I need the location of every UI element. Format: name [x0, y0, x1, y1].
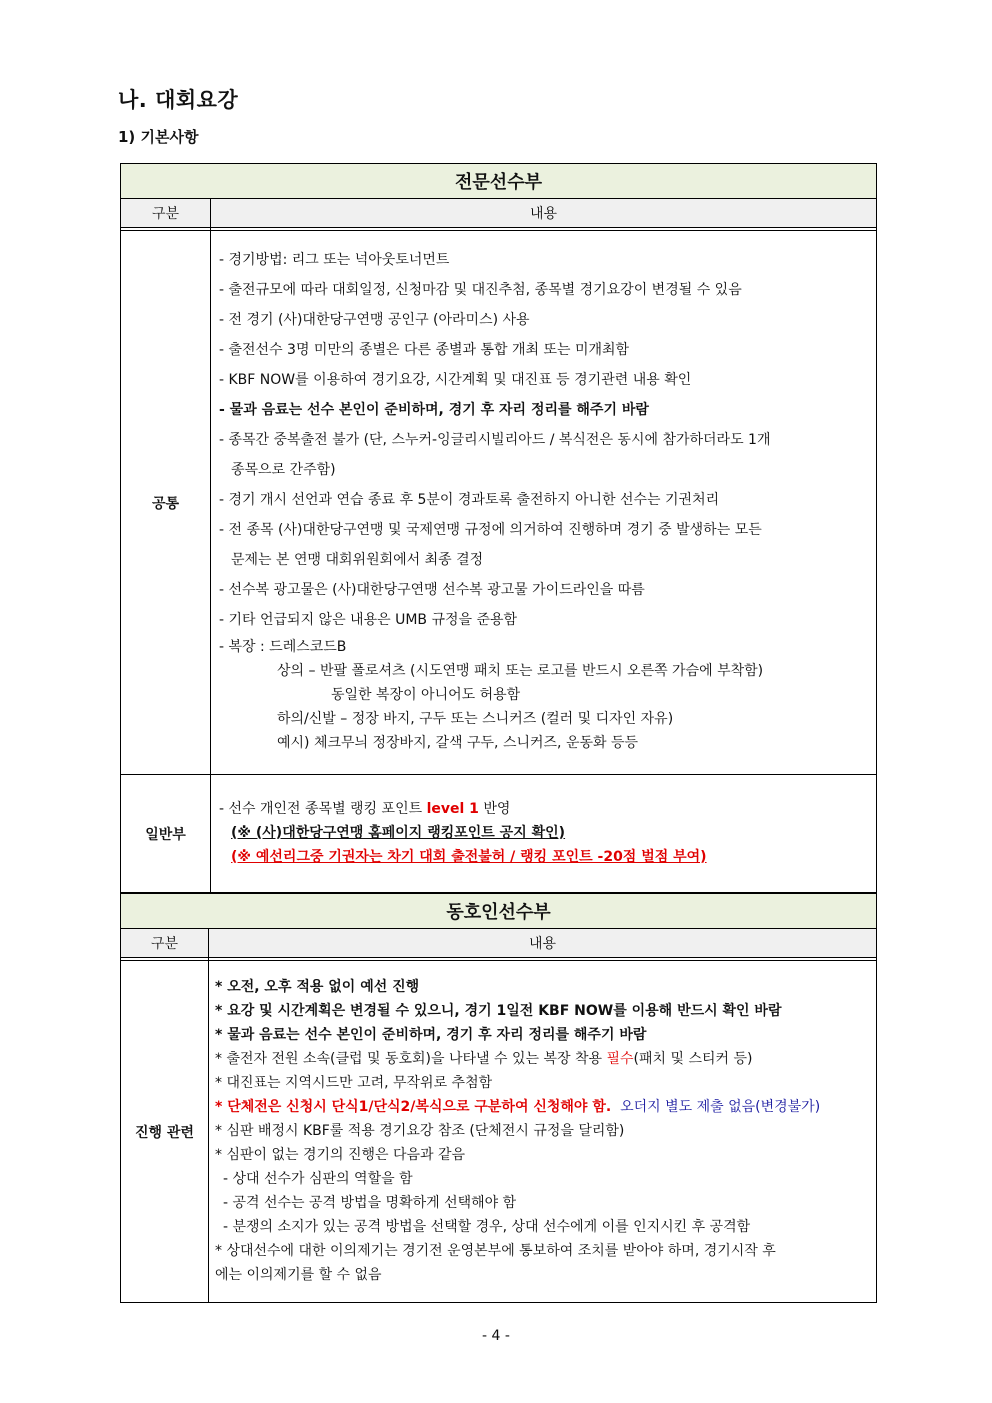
amateur-division-title: 동호인선수부	[121, 894, 877, 929]
rule-line: * 출전자 전원 소속(클럽 및 동호회)을 나타낼 수 있는 복장 착용 필수(패치 및 스티커 등)	[215, 1051, 753, 1067]
rule-line: * 요강 및 시간계획은 변경될 수 있으니, 경기 1일전 KBF NOW를 이용해 반드시 확인 바람	[215, 1003, 782, 1019]
rule-line: - 경기방법: 리그 또는 넉아웃토너먼트	[219, 252, 450, 268]
page-number: - 4 -	[482, 1328, 510, 1344]
rule-line: * 상대선수에 대한 이의제기는 경기전 운영본부에 통보하여 조치를 받아야 하며, 경기시작 후	[215, 1243, 776, 1259]
ranking-notice: (※ (사)대한당구연맹 홈페이지 랭킹포인트 공지 확인)	[231, 825, 566, 841]
table-row-progress	[121, 961, 877, 1303]
column-header-category: 구분	[121, 929, 209, 958]
rule-line: * 심판 배정시 KBF룰 적용 경기요강 참조 (단체전시 규정을 달리함)	[215, 1123, 625, 1139]
amateur-division-table	[120, 893, 877, 1303]
rule-line: - 출전규모에 따라 대회일정, 신청마감 및 대진추첨, 종목별 경기요강이 변경될 수 있음	[219, 282, 742, 298]
rule-line: - 물과 음료는 선수 본인이 준비하며, 경기 후 자리 정리를 해주기 바람	[219, 402, 649, 418]
rule-line	[215, 1095, 876, 1119]
rule-line: 하의/신발 – 정장 바지, 구두 또는 스니커즈 (컬러 및 디자인 자유)	[277, 711, 674, 727]
pro-division-title: 전문선수부	[121, 164, 877, 199]
rule-line: 동일한 복장이 아니어도 허용함	[331, 687, 521, 703]
section-heading: 나. 대회요강	[118, 88, 239, 112]
category-common: 공통	[121, 231, 211, 775]
table-row-general	[121, 775, 877, 893]
rule-line: * 오전, 오후 적용 없이 예선 진행	[215, 979, 420, 995]
rule-line: - 출전선수 3명 미만의 종별은 다른 종별과 통합 개최 또는 미개최함	[219, 342, 630, 358]
progress-rules	[209, 961, 877, 1303]
rule-line: - 공격 선수는 공격 방법을 명확하게 선택해야 함	[223, 1195, 517, 1211]
common-rules	[211, 231, 877, 775]
pro-division-table	[120, 163, 877, 893]
rule-line: - 분쟁의 소지가 있는 공격 방법을 선택할 경우, 상대 선수에게 이를 인지시킨 후 공격함	[223, 1219, 751, 1235]
rule-line: - 기타 언급되지 않은 내용은 UMB 규정을 준용함	[219, 612, 518, 628]
general-rules	[211, 775, 877, 893]
category-progress: 진행 관련	[121, 961, 209, 1303]
order-sheet-notice: 오더지 별도 제출 없음(변경불가)	[620, 1099, 821, 1115]
rule-line: - 종목간 중복출전 불가 (단, 스누커-잉글리시빌리아드 / 복식전은 동시에 참가하더라도 1개	[219, 432, 771, 448]
rule-line: - 복장 : 드레스코드B	[219, 639, 347, 655]
withdrawal-penalty: (※ 예선리그중 기권자는 차기 대회 출전불허 / 랭킹 포인트 -20점 벌점 부여)	[231, 849, 707, 865]
rule-line: 예시) 체크무늬 정장바지, 갈색 구두, 스니커즈, 운동화 등등	[277, 735, 639, 751]
table-row-common	[121, 231, 877, 775]
rule-line: - 전 경기 (사)대한당구연맹 공인구 (아라미스) 사용	[219, 312, 530, 328]
column-header-content: 내용	[209, 929, 877, 958]
rule-line: - 경기 개시 선언과 연습 종료 후 5분이 경과토록 출전하지 아니한 선수는 기권처리	[219, 492, 720, 508]
team-event-notice: * 단체전은 신청시 단식1/단식2/복식으로 구분하여 신청해야 함.	[215, 1099, 612, 1115]
rule-line: - 선수복 광고물은 (사)대한당구연맹 선수복 광고물 가이드라인을 따름	[219, 582, 645, 598]
column-header-content: 내용	[211, 199, 877, 228]
rule-line: * 심판이 없는 경기의 진행은 다음과 같음	[215, 1147, 466, 1163]
rule-line: 상의 – 반팔 폴로셔츠 (시도연맹 패치 또는 로고를 반드시 오른쪽 가슴에 부착함)	[277, 663, 764, 679]
rule-line: - 전 종목 (사)대한당구연맹 및 국제연맹 규정에 의거하여 진행하며 경기 중 발생하는 모든	[219, 522, 762, 538]
ranking-level: level 1	[426, 801, 479, 817]
rule-line: - 선수 개인전 종목별 랭킹 포인트 level 1 반영	[219, 801, 511, 817]
required-badge: 필수	[606, 1051, 634, 1067]
rule-line: 문제는 본 연맹 대회위원회에서 최종 결정	[231, 552, 484, 568]
rule-line: - KBF NOW를 이용하여 경기요강, 시간계획 및 대진표 등 경기관련 내용 확인	[219, 372, 692, 388]
rule-line: * 물과 음료는 선수 본인이 준비하며, 경기 후 자리 정리를 해주기 바람	[215, 1027, 647, 1043]
subsection-heading: 1) 기본사항	[118, 128, 199, 146]
rule-line: - 상대 선수가 심판의 역할을 함	[223, 1171, 413, 1187]
rule-line: * 대진표는 지역시드만 고려, 무작위로 추첨함	[215, 1075, 493, 1091]
column-header-category: 구분	[121, 199, 211, 228]
category-general: 일반부	[121, 775, 211, 893]
rule-line: 종목으로 간주함)	[231, 462, 336, 478]
rule-line: 에는 이의제기를 할 수 없음	[215, 1267, 382, 1283]
